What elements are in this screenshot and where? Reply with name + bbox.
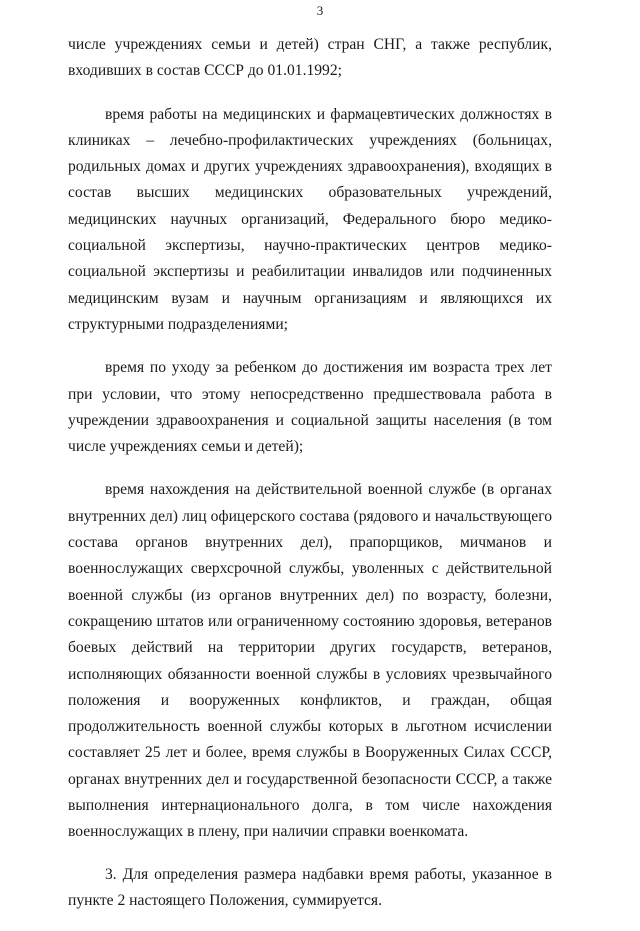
- paragraph-item-3-summation: 3. Для определения размера надбавки время работы, указанное в пункте 2 настоящего Положения, суммируется.: [68, 865, 552, 909]
- page-number: 3: [316, 3, 324, 18]
- paragraph-medical-work-time: время работы на медицинских и фармацевтических должностях в клиниках – лечебно-профилактических учреждениях (больницах, родильных домах и других учреждениях здравоохранения), входящих в состав высших медицинских образовательных учреждений, медицинских научных организаций, Федерального бюро медико-социальной экспертизы, научно-практических центров медико-социальной экспертизы и реабилитации инвалидов или подчиненных медицинским вузам и научным организациям и являющихся их структурными подразделениями;: [68, 105, 552, 333]
- paragraph-childcare-time: время по уходу за ребенком до достижения им возраста трех лет при условии, что этому непосредственно предшествовала работа в учреждении здравоохранения и социальной защиты населения (в том числе учреждениях семьи и детей);: [68, 359, 552, 456]
- paragraph-continuation: числе учреждениях семьи и детей) стран СНГ, а также республик, входивших в состав СССР до 01.01.1992;: [68, 36, 552, 80]
- document-body: [68, 32, 552, 931]
- paragraph-military-service-time: время нахождения на действительной военной службе (в органах внутренних дел) лиц офицерского состава (рядового и начальствующего состава органов внутренних дел), прапорщиков, мичманов и военнослужащих сверхсрочной службы, уволенных с действительной военной службы (из органов внутренних дел) по возрасту, болезни, сокращению штатов или ограниченному состоянию здоровья, ветеранов боевых действий на территории других государств, ветеранов, исполняющих обязанности военной службы в условиях чрезвычайного положения и вооруженных конфликтов, и граждан, общая продолжительность военной службы которых в льготном исчислении составляет 25 лет и более, время службы в Вооруженных Силах СССР, органах внутренних дел и государственной безопасности СССР, а также выполнения интернационального долга, в том числе нахождения военнослужащих в плену, при наличии справки военкомата.: [68, 481, 552, 841]
